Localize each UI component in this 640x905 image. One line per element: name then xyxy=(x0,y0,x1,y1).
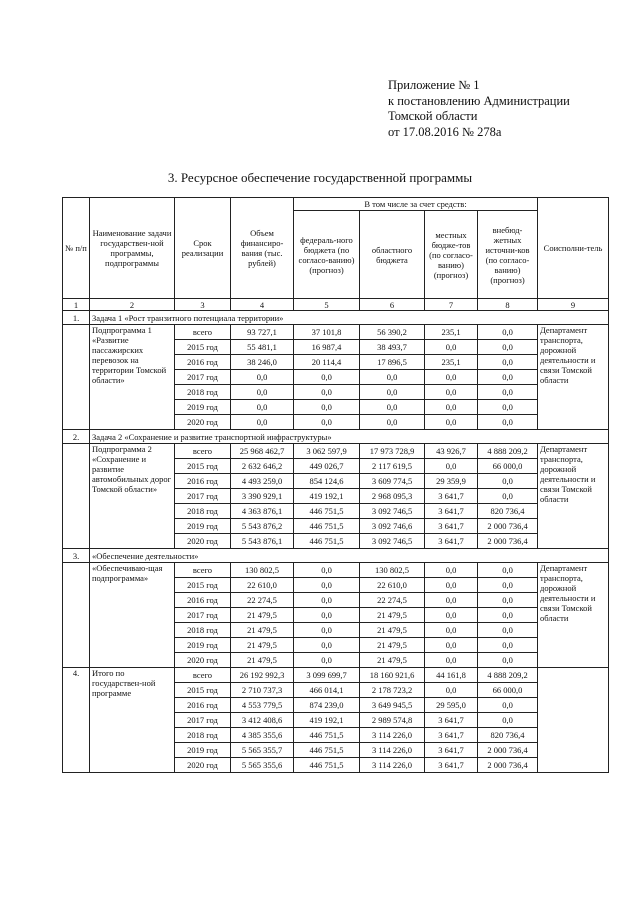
annex-line: к постановлению Администрации xyxy=(388,93,570,108)
regional-cell: 21 479,5 xyxy=(360,638,425,653)
federal-cell: 0,0 xyxy=(294,415,360,430)
extra-cell: 0,0 xyxy=(478,608,538,623)
subprogram-name: Подпрограмма 2 «Сохранение и развитие автомобильных дорог Томской области» xyxy=(90,444,175,549)
period-cell: 2015 год xyxy=(175,578,231,593)
federal-cell: 0,0 xyxy=(294,563,360,578)
federal-cell: 0,0 xyxy=(294,653,360,668)
extra-cell: 820 736,4 xyxy=(478,504,538,519)
period-cell: 2019 год xyxy=(175,638,231,653)
header-federal: федераль-ного бюджета (по согласо-ванию) (прогноз) xyxy=(294,211,360,299)
regional-cell: 3 114 226,0 xyxy=(360,743,425,758)
header-extra: внебюд-жетных источни-ков (по согласо-ванию) (прогноз) xyxy=(478,211,538,299)
page-title: 3. Ресурсное обеспечение государственной программы xyxy=(167,170,473,185)
extra-cell: 0,0 xyxy=(478,563,538,578)
column-number: 4 xyxy=(231,299,294,311)
total-cell: 22 274,5 xyxy=(231,593,294,608)
extra-cell: 0,0 xyxy=(478,474,538,489)
federal-cell: 20 114,4 xyxy=(294,355,360,370)
regional-cell: 21 479,5 xyxy=(360,623,425,638)
local-cell: 29 359,9 xyxy=(425,474,478,489)
regional-cell: 0,0 xyxy=(360,415,425,430)
regional-cell: 3 114 226,0 xyxy=(360,728,425,743)
extra-cell: 4 888 209,2 xyxy=(478,668,538,683)
local-cell: 29 595,0 xyxy=(425,698,478,713)
federal-cell: 446 751,5 xyxy=(294,534,360,549)
total-cell: 2 632 646,2 xyxy=(231,459,294,474)
period-cell: 2020 год xyxy=(175,534,231,549)
local-cell: 0,0 xyxy=(425,385,478,400)
header-local: местных бюдже-тов (по согласо-ванию) (прогноз) xyxy=(425,211,478,299)
total-cell: 21 479,5 xyxy=(231,638,294,653)
regional-cell: 3 649 945,5 xyxy=(360,698,425,713)
section-number: 1. xyxy=(63,311,90,325)
local-cell: 0,0 xyxy=(425,415,478,430)
regional-cell: 21 479,5 xyxy=(360,653,425,668)
annex-line: Приложение № 1 xyxy=(388,78,480,92)
extra-cell: 0,0 xyxy=(478,340,538,355)
period-cell: 2017 год xyxy=(175,489,231,504)
row-number-cell xyxy=(63,325,90,430)
period-cell: 2016 год xyxy=(175,355,231,370)
period-cell: 2017 год xyxy=(175,608,231,623)
extra-cell: 820 736,4 xyxy=(478,728,538,743)
regional-cell: 22 274,5 xyxy=(360,593,425,608)
federal-cell: 0,0 xyxy=(294,400,360,415)
subprogram-name: «Обеспечиваю-щая подпрограмма» xyxy=(90,563,175,668)
annex-line: от 17.08.2016 № 278а xyxy=(388,124,502,139)
local-cell: 3 641,7 xyxy=(425,713,478,728)
regional-cell: 0,0 xyxy=(360,370,425,385)
header-regional: областного бюджета xyxy=(360,211,425,299)
total-cell: 5 565 355,7 xyxy=(231,743,294,758)
section-number: 3. xyxy=(63,549,90,563)
federal-cell: 0,0 xyxy=(294,593,360,608)
row-number-cell xyxy=(63,444,90,549)
section-row xyxy=(63,430,609,444)
section-title: Задача 1 «Рост транзитного потенциала территории» xyxy=(90,311,609,325)
total-cell: 55 481,1 xyxy=(231,340,294,355)
extra-cell: 0,0 xyxy=(478,698,538,713)
total-cell: 22 610,0 xyxy=(231,578,294,593)
total-cell: 3 390 929,1 xyxy=(231,489,294,504)
column-number: 1 xyxy=(63,299,90,311)
period-cell: 2017 год xyxy=(175,713,231,728)
regional-cell: 3 092 746,6 xyxy=(360,519,425,534)
regional-cell: 0,0 xyxy=(360,400,425,415)
federal-cell: 37 101,8 xyxy=(294,325,360,340)
federal-cell: 0,0 xyxy=(294,623,360,638)
column-number: 7 xyxy=(425,299,478,311)
local-cell: 235,1 xyxy=(425,325,478,340)
total-cell: 21 479,5 xyxy=(231,623,294,638)
executor-cell: Департамент транспорта, дорожной деятельности и связи Томской области xyxy=(538,444,609,549)
regional-cell: 3 114 226,0 xyxy=(360,758,425,773)
total-cell: 5 543 876,2 xyxy=(231,519,294,534)
total-cell: 3 412 408,6 xyxy=(231,713,294,728)
section-number: 2. xyxy=(63,430,90,444)
federal-cell: 419 192,1 xyxy=(294,713,360,728)
period-cell: 2016 год xyxy=(175,593,231,608)
extra-cell: 2 000 736,4 xyxy=(478,743,538,758)
column-number: 5 xyxy=(294,299,360,311)
period-cell: 2019 год xyxy=(175,519,231,534)
total-cell: 26 192 992,3 xyxy=(231,668,294,683)
extra-cell: 0,0 xyxy=(478,578,538,593)
total-cell: 4 385 355,6 xyxy=(231,728,294,743)
column-number: 3 xyxy=(175,299,231,311)
period-cell: 2018 год xyxy=(175,385,231,400)
extra-cell: 0,0 xyxy=(478,638,538,653)
extra-cell: 2 000 736,4 xyxy=(478,758,538,773)
total-number: 4. xyxy=(63,668,90,773)
period-cell: всего xyxy=(175,444,231,459)
period-cell: всего xyxy=(175,563,231,578)
regional-cell: 130 802,5 xyxy=(360,563,425,578)
federal-cell: 449 026,7 xyxy=(294,459,360,474)
local-cell: 0,0 xyxy=(425,563,478,578)
total-cell: 38 246,0 xyxy=(231,355,294,370)
regional-cell: 0,0 xyxy=(360,385,425,400)
federal-cell: 854 124,6 xyxy=(294,474,360,489)
column-number: 2 xyxy=(90,299,175,311)
local-cell: 0,0 xyxy=(425,370,478,385)
period-cell: всего xyxy=(175,325,231,340)
period-cell: 2018 год xyxy=(175,728,231,743)
header-num: № п/п xyxy=(63,198,90,299)
total-name: Итого по государствен-ной программе xyxy=(90,668,175,773)
federal-cell: 446 751,5 xyxy=(294,504,360,519)
total-cell: 25 968 462,7 xyxy=(231,444,294,459)
period-cell: 2018 год xyxy=(175,504,231,519)
subprogram-name: Подпрограмма 1 «Развитие пассажирских перевозок на территории Томской области» xyxy=(90,325,175,430)
federal-cell: 16 987,4 xyxy=(294,340,360,355)
total-cell: 4 493 259,0 xyxy=(231,474,294,489)
federal-cell: 446 751,5 xyxy=(294,743,360,758)
federal-cell: 446 751,5 xyxy=(294,519,360,534)
local-cell: 0,0 xyxy=(425,459,478,474)
total-cell: 0,0 xyxy=(231,385,294,400)
section-title: Задача 2 «Сохранение и развитие транспортной инфраструктуры» xyxy=(90,430,609,444)
regional-cell: 56 390,2 xyxy=(360,325,425,340)
total-cell: 0,0 xyxy=(231,415,294,430)
section-title: «Обеспечение деятельности» xyxy=(90,549,609,563)
local-cell: 0,0 xyxy=(425,593,478,608)
local-cell: 3 641,7 xyxy=(425,743,478,758)
regional-cell: 3 092 746,5 xyxy=(360,504,425,519)
local-cell: 3 641,7 xyxy=(425,504,478,519)
federal-cell: 466 014,1 xyxy=(294,683,360,698)
local-cell: 0,0 xyxy=(425,608,478,623)
extra-cell: 0,0 xyxy=(478,623,538,638)
header-executor: Соисполни-тель xyxy=(538,198,609,299)
regional-cell: 2 117 619,5 xyxy=(360,459,425,474)
extra-cell: 0,0 xyxy=(478,653,538,668)
local-cell: 3 641,7 xyxy=(425,758,478,773)
extra-cell: 2 000 736,4 xyxy=(478,534,538,549)
local-cell: 0,0 xyxy=(425,638,478,653)
period-cell: 2018 год xyxy=(175,623,231,638)
regional-cell: 38 493,7 xyxy=(360,340,425,355)
table-row xyxy=(63,563,609,578)
column-number: 8 xyxy=(478,299,538,311)
regional-cell: 3 092 746,5 xyxy=(360,534,425,549)
executor-cell: Департамент транспорта, дорожной деятельности и связи Томской области xyxy=(538,325,609,430)
section-row xyxy=(63,549,609,563)
total-cell: 21 479,5 xyxy=(231,653,294,668)
local-cell: 43 926,7 xyxy=(425,444,478,459)
extra-cell: 66 000,0 xyxy=(478,459,538,474)
period-cell: 2015 год xyxy=(175,683,231,698)
regional-cell: 17 973 728,9 xyxy=(360,444,425,459)
regional-cell: 3 609 774,5 xyxy=(360,474,425,489)
total-cell: 4 553 779,5 xyxy=(231,698,294,713)
table-row xyxy=(63,325,609,340)
extra-cell: 0,0 xyxy=(478,370,538,385)
table-row xyxy=(63,444,609,459)
table-body xyxy=(63,311,609,773)
period-cell: 2019 год xyxy=(175,400,231,415)
federal-cell: 0,0 xyxy=(294,608,360,623)
annex-block xyxy=(388,78,570,140)
total-cell: 4 363 876,1 xyxy=(231,504,294,519)
period-cell: 2016 год xyxy=(175,698,231,713)
regional-cell: 2 968 095,3 xyxy=(360,489,425,504)
period-cell: 2017 год xyxy=(175,370,231,385)
federal-cell: 0,0 xyxy=(294,385,360,400)
period-cell: 2020 год xyxy=(175,415,231,430)
local-cell: 3 641,7 xyxy=(425,534,478,549)
total-executor-cell xyxy=(538,668,609,773)
federal-cell: 446 751,5 xyxy=(294,758,360,773)
extra-cell: 0,0 xyxy=(478,415,538,430)
column-numbers-row xyxy=(63,299,609,311)
local-cell: 0,0 xyxy=(425,400,478,415)
header-name: Наименование задачи государствен-ной программы, подпрограммы xyxy=(90,198,175,299)
total-cell: 5 565 355,6 xyxy=(231,758,294,773)
local-cell: 0,0 xyxy=(425,578,478,593)
total-cell: 21 479,5 xyxy=(231,608,294,623)
extra-cell: 0,0 xyxy=(478,713,538,728)
total-cell: 0,0 xyxy=(231,400,294,415)
table-row xyxy=(63,668,609,683)
annex-line: Томской области xyxy=(388,109,478,123)
executor-cell: Департамент транспорта, дорожной деятельности и связи Томской области xyxy=(538,563,609,668)
total-cell: 5 543 876,1 xyxy=(231,534,294,549)
column-number: 9 xyxy=(538,299,609,311)
resource-table xyxy=(62,197,609,773)
local-cell: 44 161,8 xyxy=(425,668,478,683)
federal-cell: 0,0 xyxy=(294,370,360,385)
period-cell: 2015 год xyxy=(175,459,231,474)
total-cell: 130 802,5 xyxy=(231,563,294,578)
local-cell: 0,0 xyxy=(425,683,478,698)
header-volume: Объем финансиро-вания (тыс. рублей) xyxy=(231,198,294,299)
regional-cell: 2 989 574,8 xyxy=(360,713,425,728)
local-cell: 3 641,7 xyxy=(425,728,478,743)
extra-cell: 0,0 xyxy=(478,355,538,370)
extra-cell: 0,0 xyxy=(478,593,538,608)
section-row xyxy=(63,311,609,325)
period-cell: всего xyxy=(175,668,231,683)
regional-cell: 18 160 921,6 xyxy=(360,668,425,683)
period-cell: 2020 год xyxy=(175,653,231,668)
extra-cell: 2 000 736,4 xyxy=(478,519,538,534)
extra-cell: 0,0 xyxy=(478,400,538,415)
period-cell: 2016 год xyxy=(175,474,231,489)
column-number: 6 xyxy=(360,299,425,311)
federal-cell: 0,0 xyxy=(294,578,360,593)
federal-cell: 874 239,0 xyxy=(294,698,360,713)
header-period: Срок реализации xyxy=(175,198,231,299)
regional-cell: 22 610,0 xyxy=(360,578,425,593)
total-cell: 93 727,1 xyxy=(231,325,294,340)
row-number-cell xyxy=(63,563,90,668)
period-cell: 2019 год xyxy=(175,743,231,758)
regional-cell: 17 896,5 xyxy=(360,355,425,370)
header-incl: В том числе за счет средств: xyxy=(294,198,538,211)
extra-cell: 66 000,0 xyxy=(478,683,538,698)
local-cell: 235,1 xyxy=(425,355,478,370)
regional-cell: 21 479,5 xyxy=(360,608,425,623)
extra-cell: 0,0 xyxy=(478,385,538,400)
federal-cell: 3 099 699,7 xyxy=(294,668,360,683)
regional-cell: 2 178 723,2 xyxy=(360,683,425,698)
federal-cell: 3 062 597,9 xyxy=(294,444,360,459)
federal-cell: 446 751,5 xyxy=(294,728,360,743)
extra-cell: 4 888 209,2 xyxy=(478,444,538,459)
local-cell: 0,0 xyxy=(425,653,478,668)
local-cell: 0,0 xyxy=(425,340,478,355)
total-cell: 2 710 737,3 xyxy=(231,683,294,698)
extra-cell: 0,0 xyxy=(478,489,538,504)
federal-cell: 0,0 xyxy=(294,638,360,653)
local-cell: 3 641,7 xyxy=(425,489,478,504)
period-cell: 2020 год xyxy=(175,758,231,773)
period-cell: 2015 год xyxy=(175,340,231,355)
extra-cell: 0,0 xyxy=(478,325,538,340)
federal-cell: 419 192,1 xyxy=(294,489,360,504)
total-cell: 0,0 xyxy=(231,370,294,385)
local-cell: 3 641,7 xyxy=(425,519,478,534)
local-cell: 0,0 xyxy=(425,623,478,638)
